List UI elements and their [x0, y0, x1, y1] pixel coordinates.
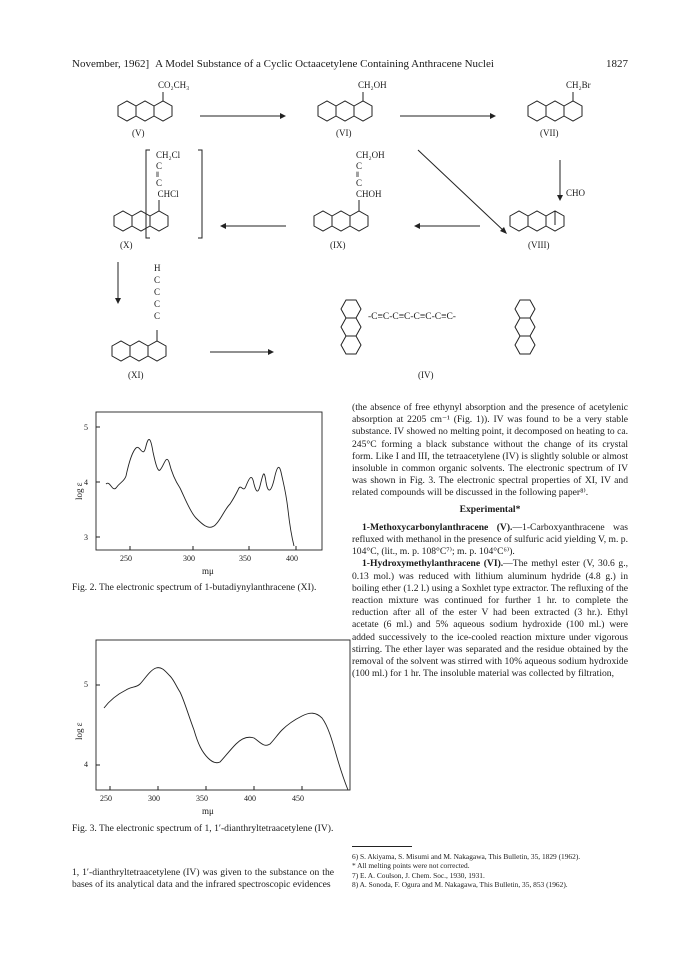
footnotes — [352, 852, 628, 890]
X-substituent-chain: CH₂Cl C ⫴ C CHCl — [156, 150, 181, 199]
X-sub-1: C — [156, 161, 163, 171]
fig2-xunit: mμ — [202, 566, 214, 576]
VIII-substituent: CHO — [566, 188, 586, 198]
right-paragraph-1: (the absence of free ethynyl absorption and the presence of acetylenic absorption at 2205 cm⁻¹ (Fig. 1)). IV was found to be a very stable substance. IV showed no melting point, it decomposed on heating to ca. 245°C forming a black substance without the change of its crystal form. Like I and III, the tetraacetylene (IV) is slightly soluble or almost insoluble in common organic solvents. The electronic spectrum of IV was shown in Fig. 3. The electronic spectral properties of XI, IV and related compounds will be discussed in the following paper⁸⁾. — [352, 402, 628, 499]
exp1-body: —1-Carboxyanthracene was refluxed with methanol in the presence of sulfuric acid yielding V, m. p. 104°C, (lit., m. p. 108°C⁷⁾; m. p. 104°C⁶⁾). — [352, 521, 628, 558]
VIII-label: (VIII) — [528, 240, 550, 250]
X-label: (X) — [120, 240, 133, 250]
fig3-ylabel: log ε — [74, 722, 84, 740]
IX-sub-1: C — [356, 161, 363, 171]
fig3-xtick-450: 450 — [292, 794, 304, 803]
fig2-ytick-5: 5 — [84, 423, 88, 432]
reaction-scheme — [0, 0, 688, 400]
footnote-rule — [352, 846, 412, 847]
VI-label: (VI) — [336, 128, 352, 138]
VII-substituent: CH₂Br — [566, 80, 591, 90]
XI-sub-0: H — [154, 263, 161, 273]
fig2-ytick-3: 3 — [84, 533, 88, 542]
exp2-title: 1-Hydroxymethylanthracene (VI). — [362, 558, 504, 570]
IX-label: (IX) — [330, 240, 346, 250]
right-column-body — [352, 402, 628, 680]
X-sub-2: C — [156, 178, 163, 188]
IX-sub-0: CH₂OH — [356, 150, 385, 160]
header-date: November, 1962] — [72, 58, 150, 70]
header-title: A Model Substance of a Cyclic Octaacetylene Containing Anthracene Nuclei — [155, 58, 494, 70]
fig2-spectrum — [96, 412, 324, 552]
fig2-xtick-350: 350 — [239, 554, 251, 563]
footnote-7: 7) E. A. Coulson, J. Chem. Soc., 1930, 1931. — [352, 870, 485, 880]
footnote-star: * All melting points were not corrected. — [352, 861, 470, 871]
page-number: 1827 — [606, 58, 628, 70]
IX-sub-2: C — [356, 178, 363, 188]
V-label: (V) — [132, 128, 145, 138]
XI-label: (XI) — [128, 370, 144, 380]
IV-chain: -C≡C-C≡C-C≡C-C≡C- — [368, 312, 456, 322]
fig3-xtick-350: 350 — [196, 794, 208, 803]
IX-substituent-chain: CH₂OH C ⫴ C CHOH — [356, 150, 385, 199]
fig3-ytick-4: 4 — [84, 760, 88, 769]
footnote-8: 8) A. Sonoda, F. Ogura and M. Nakagawa, This Bulletin, 35, 853 (1962). — [352, 880, 568, 890]
fig2-xtick-300: 300 — [183, 554, 195, 563]
XI-sub-2: C — [154, 287, 161, 297]
fig2-xtick-250: 250 — [120, 554, 132, 563]
fig3-xtick-300: 300 — [148, 794, 160, 803]
X-sub-0: CH₂Cl — [156, 150, 181, 160]
fig2-xtick-400: 400 — [286, 554, 298, 563]
IX-sub-3: CHOH — [356, 189, 382, 199]
XI-sub-1: C — [154, 275, 161, 285]
left-bottom-paragraph: 1, 1′-dianthryltetraacetylene (IV) was given to the substance on the bases of its analytical data and the infrared spectroscopic evidences — [72, 867, 334, 891]
VII-label: (VII) — [540, 128, 559, 138]
VI-substituent: CH₂OH — [358, 80, 387, 90]
exp2-body: —The methyl ester (V, 30.6 g., 0.13 mol.) was reduced with lithium aluminum hydride (4.8 g.) in boiling ether (1.2 l.) using a Soxhlet type extractor. The refluxing of the reaction mixture was continued for further 1 hr. to complete the reduction after all of the ester V had been extracted (3 hr.). Ethyl acetate (6 ml.) and 5% aqueous sodium hydroxide (100 ml.) were added successively to the ice-cooled reaction mixture under vigorous stirring. The ether layer was separated and the residue obtained by the removal of the solvent was stirred with 10% aqueous sodium hydroxide (100 ml.) for 1 hr. The insoluble material was collected by filtration, — [352, 558, 628, 680]
XI-substituent-chain — [154, 262, 161, 322]
XI-sub-4: C — [154, 311, 161, 321]
exp1-title: 1-Methoxycarbonylanthracene (V). — [362, 521, 513, 533]
footnote-6: 6) S. Akiyama, S. Misumi and M. Nakagawa, This Bulletin, 35, 1829 (1962). — [352, 852, 581, 861]
exp-paragraph-2 — [352, 558, 628, 680]
fig3-spectrum — [96, 640, 352, 792]
fig3-caption: Fig. 3. The electronic spectrum of 1, 1′-dianthryltetraacetylene (IV). — [72, 823, 334, 834]
fig3-ytick-5: 5 — [84, 680, 88, 689]
IV-label: (IV) — [418, 370, 434, 380]
experimental-heading: Experimental* — [459, 503, 521, 515]
fig2-ylabel: log ε — [74, 482, 84, 500]
exp-paragraph-1 — [352, 522, 628, 559]
V-substituent: CO₂CH₃ — [158, 80, 190, 90]
fig2-caption: Fig. 2. The electronic spectrum of 1-butadiynylanthracene (XI). — [72, 582, 317, 593]
fig2-ytick-4: 4 — [84, 478, 88, 487]
X-sub-3: CHCl — [157, 189, 179, 199]
XI-sub-3: C — [154, 299, 161, 309]
fig3-xtick-250: 250 — [100, 794, 112, 803]
fig3-xtick-400: 400 — [244, 794, 256, 803]
fig3-xunit: mμ — [202, 806, 214, 816]
